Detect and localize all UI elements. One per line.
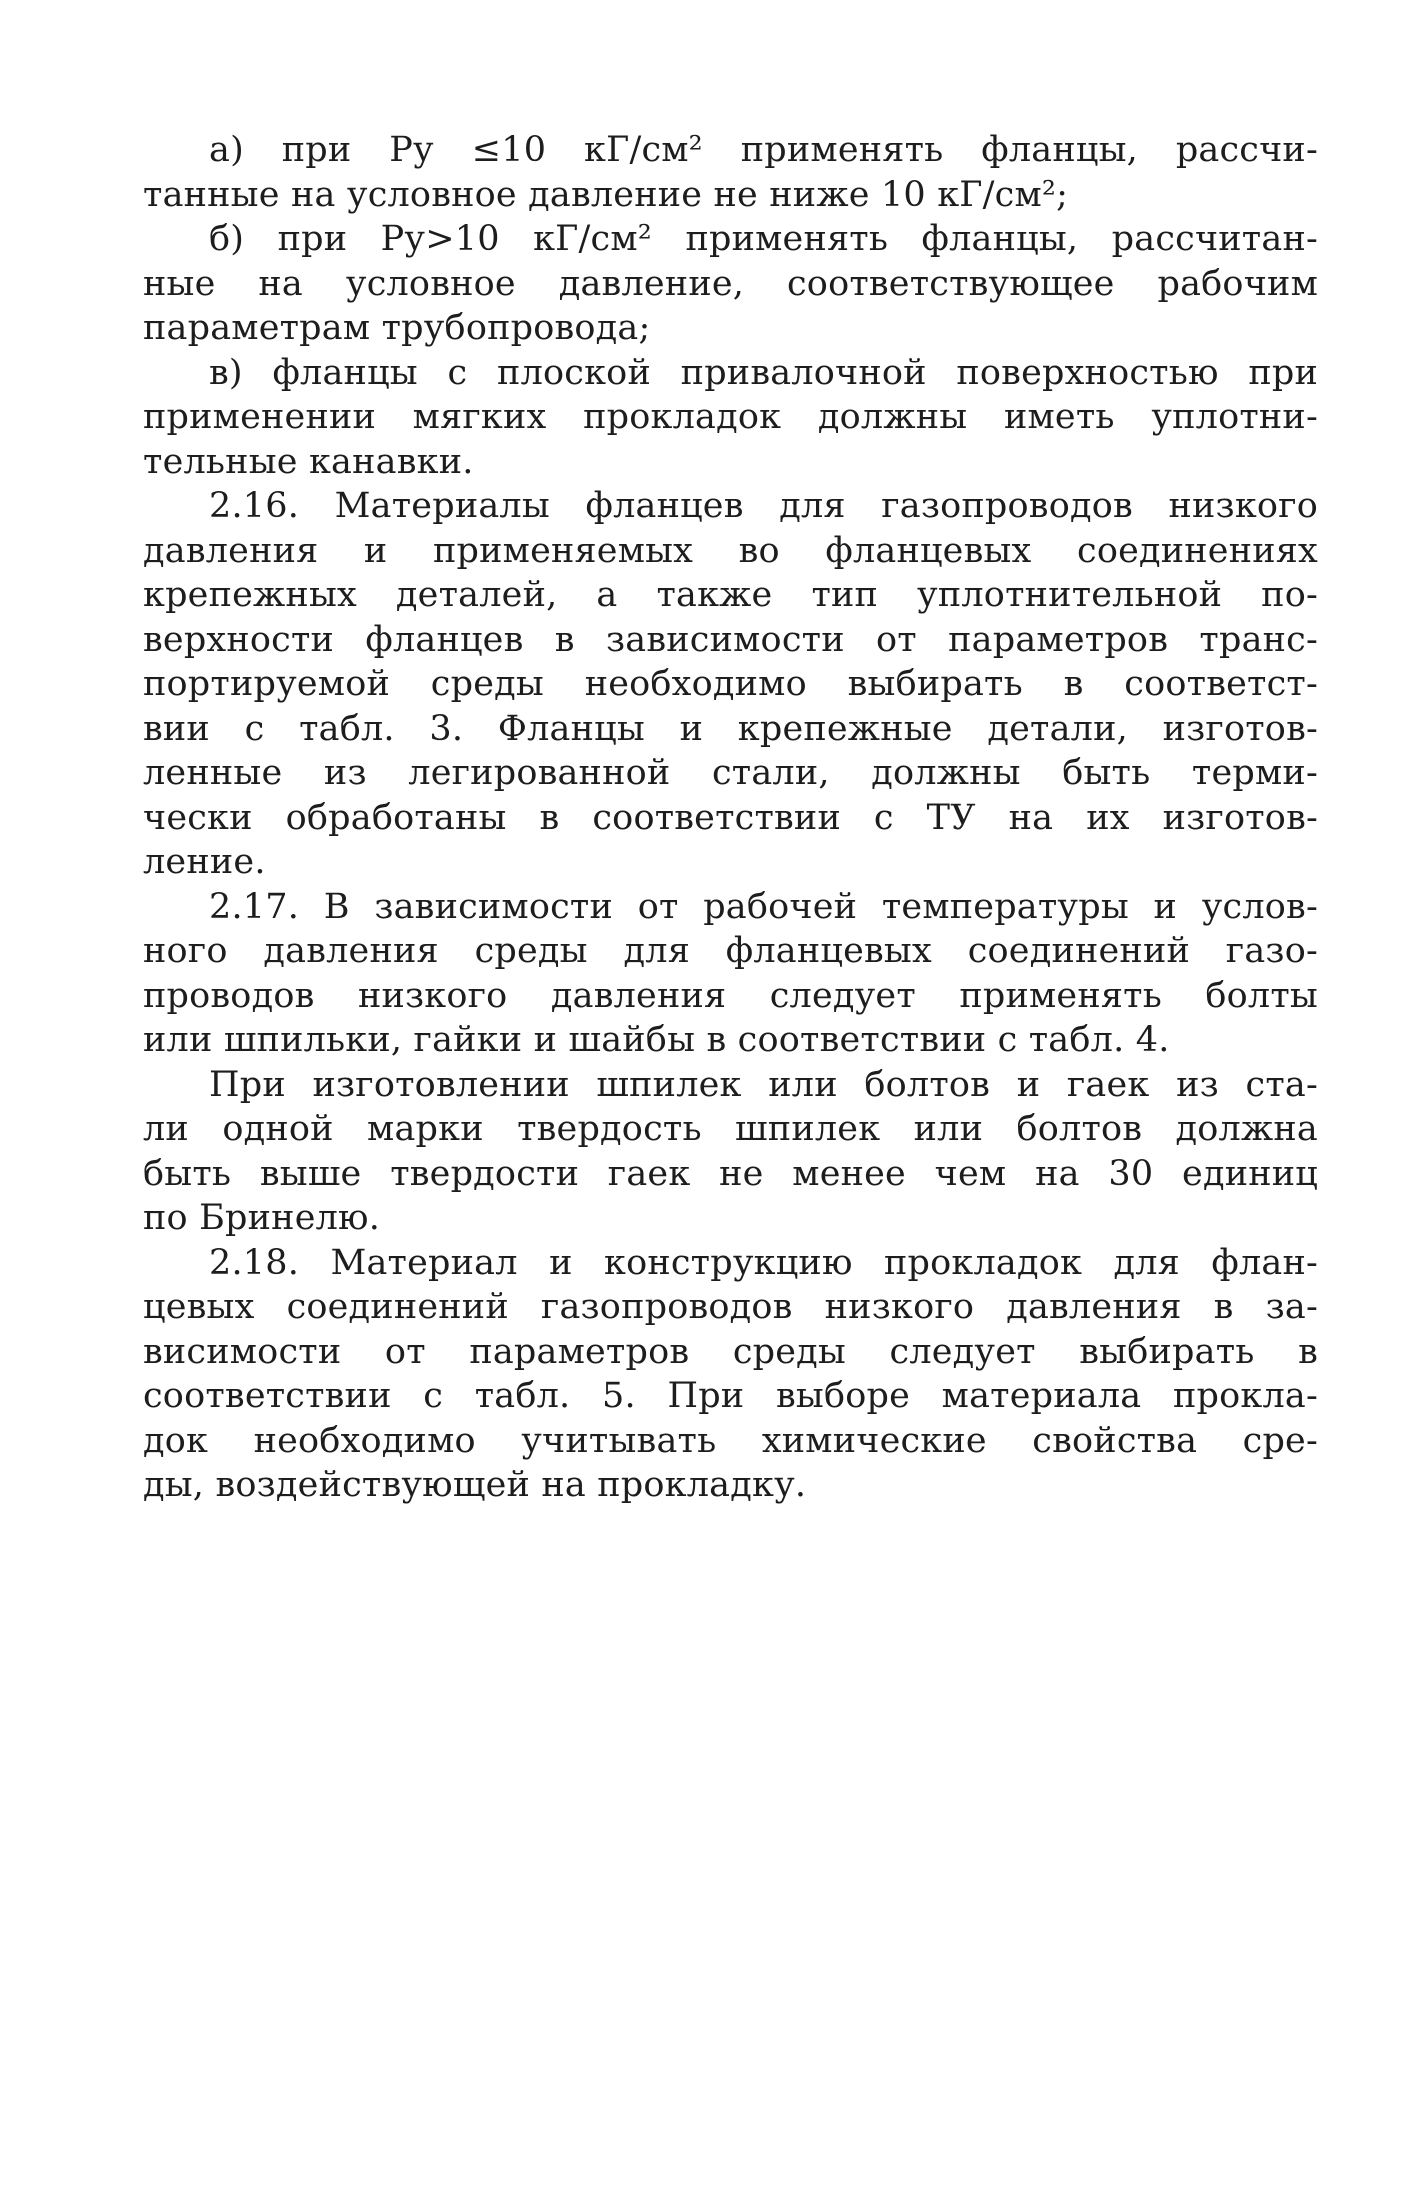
text-line: тельные канавки. xyxy=(143,441,474,482)
text-line: применении мягких прокладок должны иметь уплотни- xyxy=(143,397,1318,437)
text-line: 2.18. Материал и конструкцию прокладок для флан- xyxy=(209,1242,1318,1283)
text-line: ды, воздействующей на прокладку. xyxy=(143,1465,807,1505)
text-line: танные на условное давление не ниже 10 кГ/см²; xyxy=(143,174,1069,215)
text-line: а) при Pу ≤10 кГ/см² применять фланцы, рассчи- xyxy=(209,130,1318,170)
text-line: ного давления среды для фланцевых соединений газо- xyxy=(143,931,1318,971)
text-line: или шпильки, гайки и шайбы в соответствии с табл. 4. xyxy=(143,1020,1170,1060)
text-line: висимости от параметров среды следует выбирать в xyxy=(143,1331,1318,1372)
text-line: б) при Pу>10 кГ/см² применять фланцы, рассчитан- xyxy=(209,219,1318,259)
text-line: быть выше твердости гаек не менее чем на 30 единиц xyxy=(143,1153,1318,1194)
text-line: проводов низкого давления следует применять болты xyxy=(143,975,1318,1016)
body-text xyxy=(143,128,1318,1508)
text-line: ли одной марки твердость шпилек или болтов должна xyxy=(143,1109,1318,1149)
text-line: верхности фланцев в зависимости от параметров транс- xyxy=(143,619,1318,660)
text-line: вии с табл. 3. Фланцы и крепежные детали, изготов- xyxy=(143,708,1318,749)
text-line: соответствии с табл. 5. При выборе материала прокла- xyxy=(143,1376,1318,1416)
text-line: ные на условное давление, соответствующее рабочим xyxy=(143,263,1318,304)
text-line: цевых соединений газопроводов низкого давления в за- xyxy=(143,1287,1318,1327)
text-line: ленные из легированной стали, должны быть терми- xyxy=(143,753,1318,793)
text-line: При изготовлении шпилек или болтов и гаек из ста- xyxy=(209,1064,1318,1105)
text-line: чески обработаны в соответствии с ТУ на их изготов- xyxy=(143,797,1318,838)
text-line: 2.16. Материалы фланцев для газопроводов низкого xyxy=(209,486,1318,526)
text-line: 2.17. В зависимости от рабочей температуры и услов- xyxy=(209,886,1318,927)
text-line: давления и применяемых во фланцевых соединениях xyxy=(143,530,1318,571)
text-line: параметрам трубопровода; xyxy=(143,308,651,348)
text-line: док необходимо учитывать химические свойства сре- xyxy=(143,1420,1318,1461)
text-line: в) фланцы с плоской привалочной поверхностью при xyxy=(209,352,1318,393)
text-line: по Бринелю. xyxy=(143,1198,381,1238)
text-line: ление. xyxy=(143,842,266,882)
text-line: портируемой среды необходимо выбирать в соответст- xyxy=(143,664,1318,704)
text-line: крепежных деталей, а также тип уплотнительной по- xyxy=(143,575,1318,615)
